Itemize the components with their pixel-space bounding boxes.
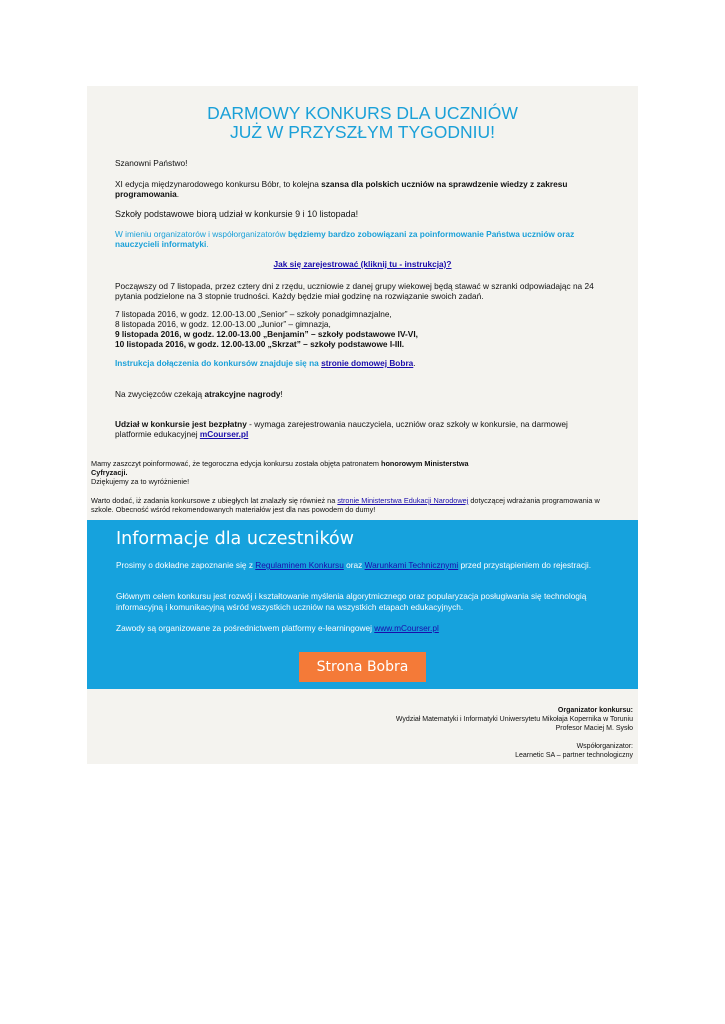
register-instruction-link[interactable]: Jak się zarejestrować (kliknij tu - instrukcja)? (273, 259, 452, 269)
rules-end: przed przystąpieniem do rejestracji. (458, 560, 592, 570)
schedule-item-benjamin: 9 listopada 2016, w godz. 12.00-13.00 „Benjamin” – szkoły podstawowe IV-VI, (115, 329, 418, 339)
free-participation-paragraph (115, 419, 605, 439)
prizes-end: ! (280, 389, 283, 399)
patronage-highlight: honorowym Ministerstwa (381, 459, 469, 468)
headline-line-2: JUŻ W PRZYSZŁYM TYGODNIU! (229, 122, 496, 142)
info-paragraph-goal: Głównym celem konkursu jest rozwój i kształtowanie myślenia algorytmicznego oraz popularyzacja posługiwania się technologią informacyjną i komunikacyjną wśród wszystkich uczniów na wszystkich etapach edukacyjnych. (116, 591, 587, 612)
organizer-block (396, 706, 633, 733)
schedule-list (115, 309, 418, 349)
instruction-text: Instrukcja dołączenia do konkursów znajduje się na (115, 358, 322, 368)
strona-bobra-button[interactable]: Strona Bobra (299, 652, 426, 682)
register-link-row (87, 259, 638, 269)
bobr-homepage-link[interactable]: stronie domowej Bobra (321, 358, 414, 368)
schedule-item-junior: 8 listopada 2016, w godz. 12.00-13.00 „Junior” – gimnazja, (115, 319, 331, 329)
co-organizer-line: Learnetic SA – partner technologiczny (515, 752, 633, 759)
mcourser-link[interactable]: mCourser.pl (199, 429, 249, 439)
organizer-label: Organizator konkursu: (557, 707, 633, 714)
schedule-item-skrzat: 10 listopada 2016, w godz. 12.00-13.00 „Skrzat” – szkoły podstawowe I-III. (115, 339, 405, 349)
organizer-line-1: Wydział Matematyki i Informatyki Uniwersytetu Mikołaja Kopernika w Toruniu (395, 716, 633, 723)
rules-mid: oraz (343, 560, 365, 570)
info-paragraph-platform (116, 623, 606, 634)
rules-link[interactable]: Regulaminem Konkursu (255, 560, 344, 570)
schools-announcement: Szkoły podstawowe biorą udział w konkursie 9 i 10 listopada! (115, 209, 359, 219)
organizers-text: W imieniu organizatorów i współorganizatorów (115, 229, 288, 239)
ministry-paragraph (91, 496, 611, 514)
ministry-link[interactable]: stronie Ministerstwa Edukacji Narodowej (337, 496, 469, 505)
ministry-end: dotyczącej wdrażania programowania w szkole. Obecność wśród rekomendowanych materiałów jest dla nas powodem do dumy! (91, 496, 600, 514)
schedule-intro: Począwszy od 7 listopada, przez cztery dni z rzędu, uczniowie z danej grupy wiekowej będą stawać w szranki odpowiadając na 24 pytania podzielone na 3 stopnie trudności. Każdy będzie miał godzinę na rozwiązanie swoich zadań. (115, 281, 594, 301)
instruction-paragraph (115, 358, 416, 368)
mcourser-www-link[interactable]: www.mCourser.pl (374, 623, 439, 633)
prizes-paragraph (115, 389, 283, 399)
intro-highlight: szansa dla polskich uczniów na sprawdzenie wiedzy z zakresu programowania (115, 179, 568, 199)
platform-text: Zawody są organizowane za pośrednictwem platformy e-learningowej (116, 623, 375, 633)
organizer-line-2: Profesor Maciej M. Sysło (555, 725, 633, 732)
intro-paragraph (115, 179, 595, 199)
patronage-paragraph (91, 459, 521, 486)
organizers-highlight: będziemy bardzo zobowiązani za poinformowanie Państwa uczniów oraz nauczycieli informatyki (115, 229, 575, 249)
prizes-text: Na zwycięzców czekają (115, 389, 205, 399)
rules-text: Prosimy o dokładne zapoznanie się z (116, 560, 256, 570)
ministry-text: Warto dodać, iż zadania konkursowe z ubiegłych lat znalazły się również na (91, 496, 338, 505)
schedule-item-senior: 7 listopada 2016, w godz. 12.00-13.00 „Senior” – szkoły ponadgimnazjalne, (115, 309, 392, 319)
info-paragraph-rules (116, 560, 606, 571)
organizers-paragraph (115, 229, 595, 249)
greeting: Szanowni Państwo! (115, 158, 188, 168)
organizers-end: . (206, 239, 209, 249)
free-highlight: Udział w konkursie jest bezpłatny (115, 419, 247, 429)
prizes-highlight: atrakcyjne nagrody (204, 389, 281, 399)
intro-text: XI edycja międzynarodowego konkursu Bóbr, to kolejna (115, 179, 322, 189)
patronage-highlight-2: Cyfryzacji. (91, 468, 128, 477)
intro-end: . (176, 189, 180, 199)
instruction-end: . (413, 358, 416, 368)
info-section-title: Informacje dla uczestników (116, 529, 354, 549)
headline-line-1: DARMOWY KONKURS DLA UCZNIÓW (207, 103, 518, 123)
co-organizer-label: Współorganizator: (576, 743, 633, 750)
patronage-thanks: Dziękujemy za to wyróżnienie! (91, 477, 190, 486)
free-text: - wymaga zarejestrowania nauczyciela, uczniów oraz szkoły w konkursie, na darmowej platformie edukacyjnej (115, 419, 568, 439)
technical-conditions-link[interactable]: Warunkami Technicznymi (364, 560, 459, 570)
patronage-text: Mamy zaszczyt poinformować, że tegoroczna edycja konkursu została objęta patronatem (91, 459, 381, 468)
co-organizer-block (515, 742, 633, 760)
